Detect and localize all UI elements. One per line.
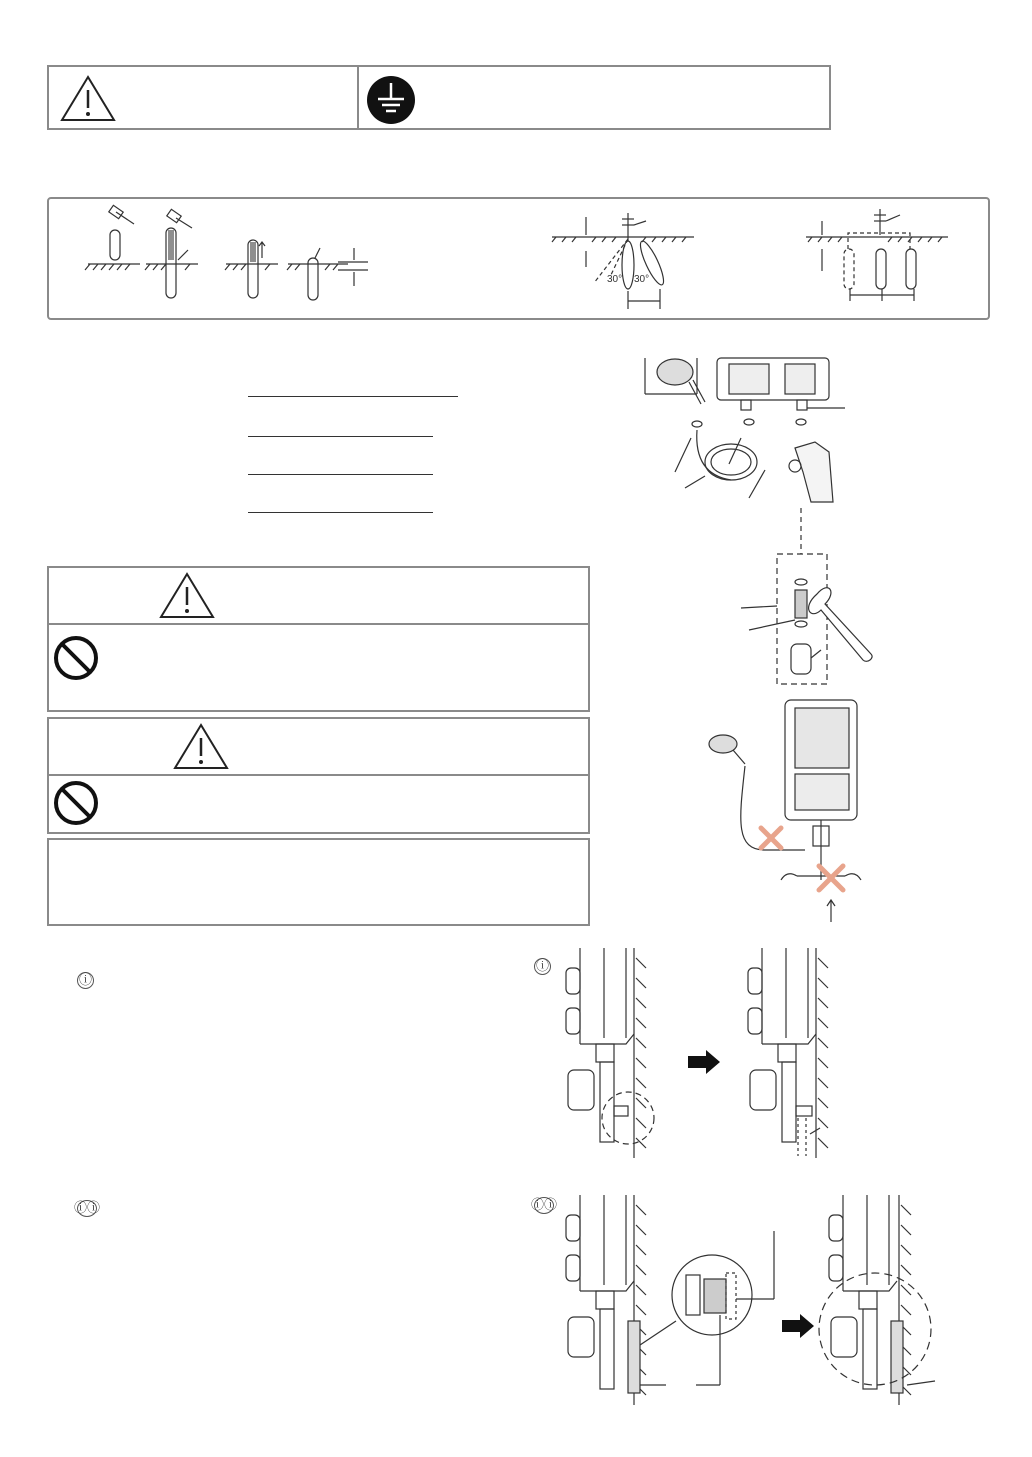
warning-triangle-icon: [159, 571, 215, 619]
prohibition-icon: [52, 634, 100, 682]
spec-line-3: [248, 474, 433, 475]
angle-label-right: 30°: [634, 274, 650, 285]
shower-heater-parts-drawing: [645, 358, 855, 688]
top-box-divider: [357, 67, 359, 128]
prohibition-icon: [52, 779, 100, 827]
grounding-parallel-rods-drawing: [802, 205, 952, 315]
spec-line-2: [248, 436, 433, 437]
heater-no-connection-drawing: [705, 700, 895, 925]
step-ii-after-drawing: [815, 1195, 945, 1405]
spec-line-1: [248, 396, 458, 397]
grounding-angle-drawing: [548, 205, 698, 315]
grounding-rod-steps-drawing: [80, 200, 380, 310]
step-label-ii-right: ⓘⓘ: [531, 1198, 558, 1213]
step-ii-before-drawing: [556, 1195, 781, 1405]
step-i-after-drawing: [738, 948, 848, 1158]
step-label-i-right: ⓘ: [535, 959, 549, 974]
spec-line-4: [248, 512, 433, 513]
warning-box-1: [47, 566, 590, 712]
angle-label-left: 30°: [607, 274, 623, 285]
top-symbol-box: [47, 65, 831, 130]
step-i-before-drawing: [556, 948, 666, 1158]
warning-triangle-icon: [60, 74, 116, 122]
arrow-right-icon: [782, 1314, 814, 1338]
note-box: [47, 838, 590, 926]
warning-triangle-icon: [173, 722, 229, 770]
arrow-right-icon: [688, 1050, 720, 1074]
warning-box-2: [47, 717, 590, 834]
step-label-ii-left: ⓘⓘ: [74, 1201, 101, 1216]
step-label-i-left: ⓘ: [78, 973, 92, 988]
earth-ground-icon: [366, 75, 416, 125]
warning-box-2-divider: [49, 774, 588, 776]
warning-box-1-divider: [49, 623, 588, 625]
